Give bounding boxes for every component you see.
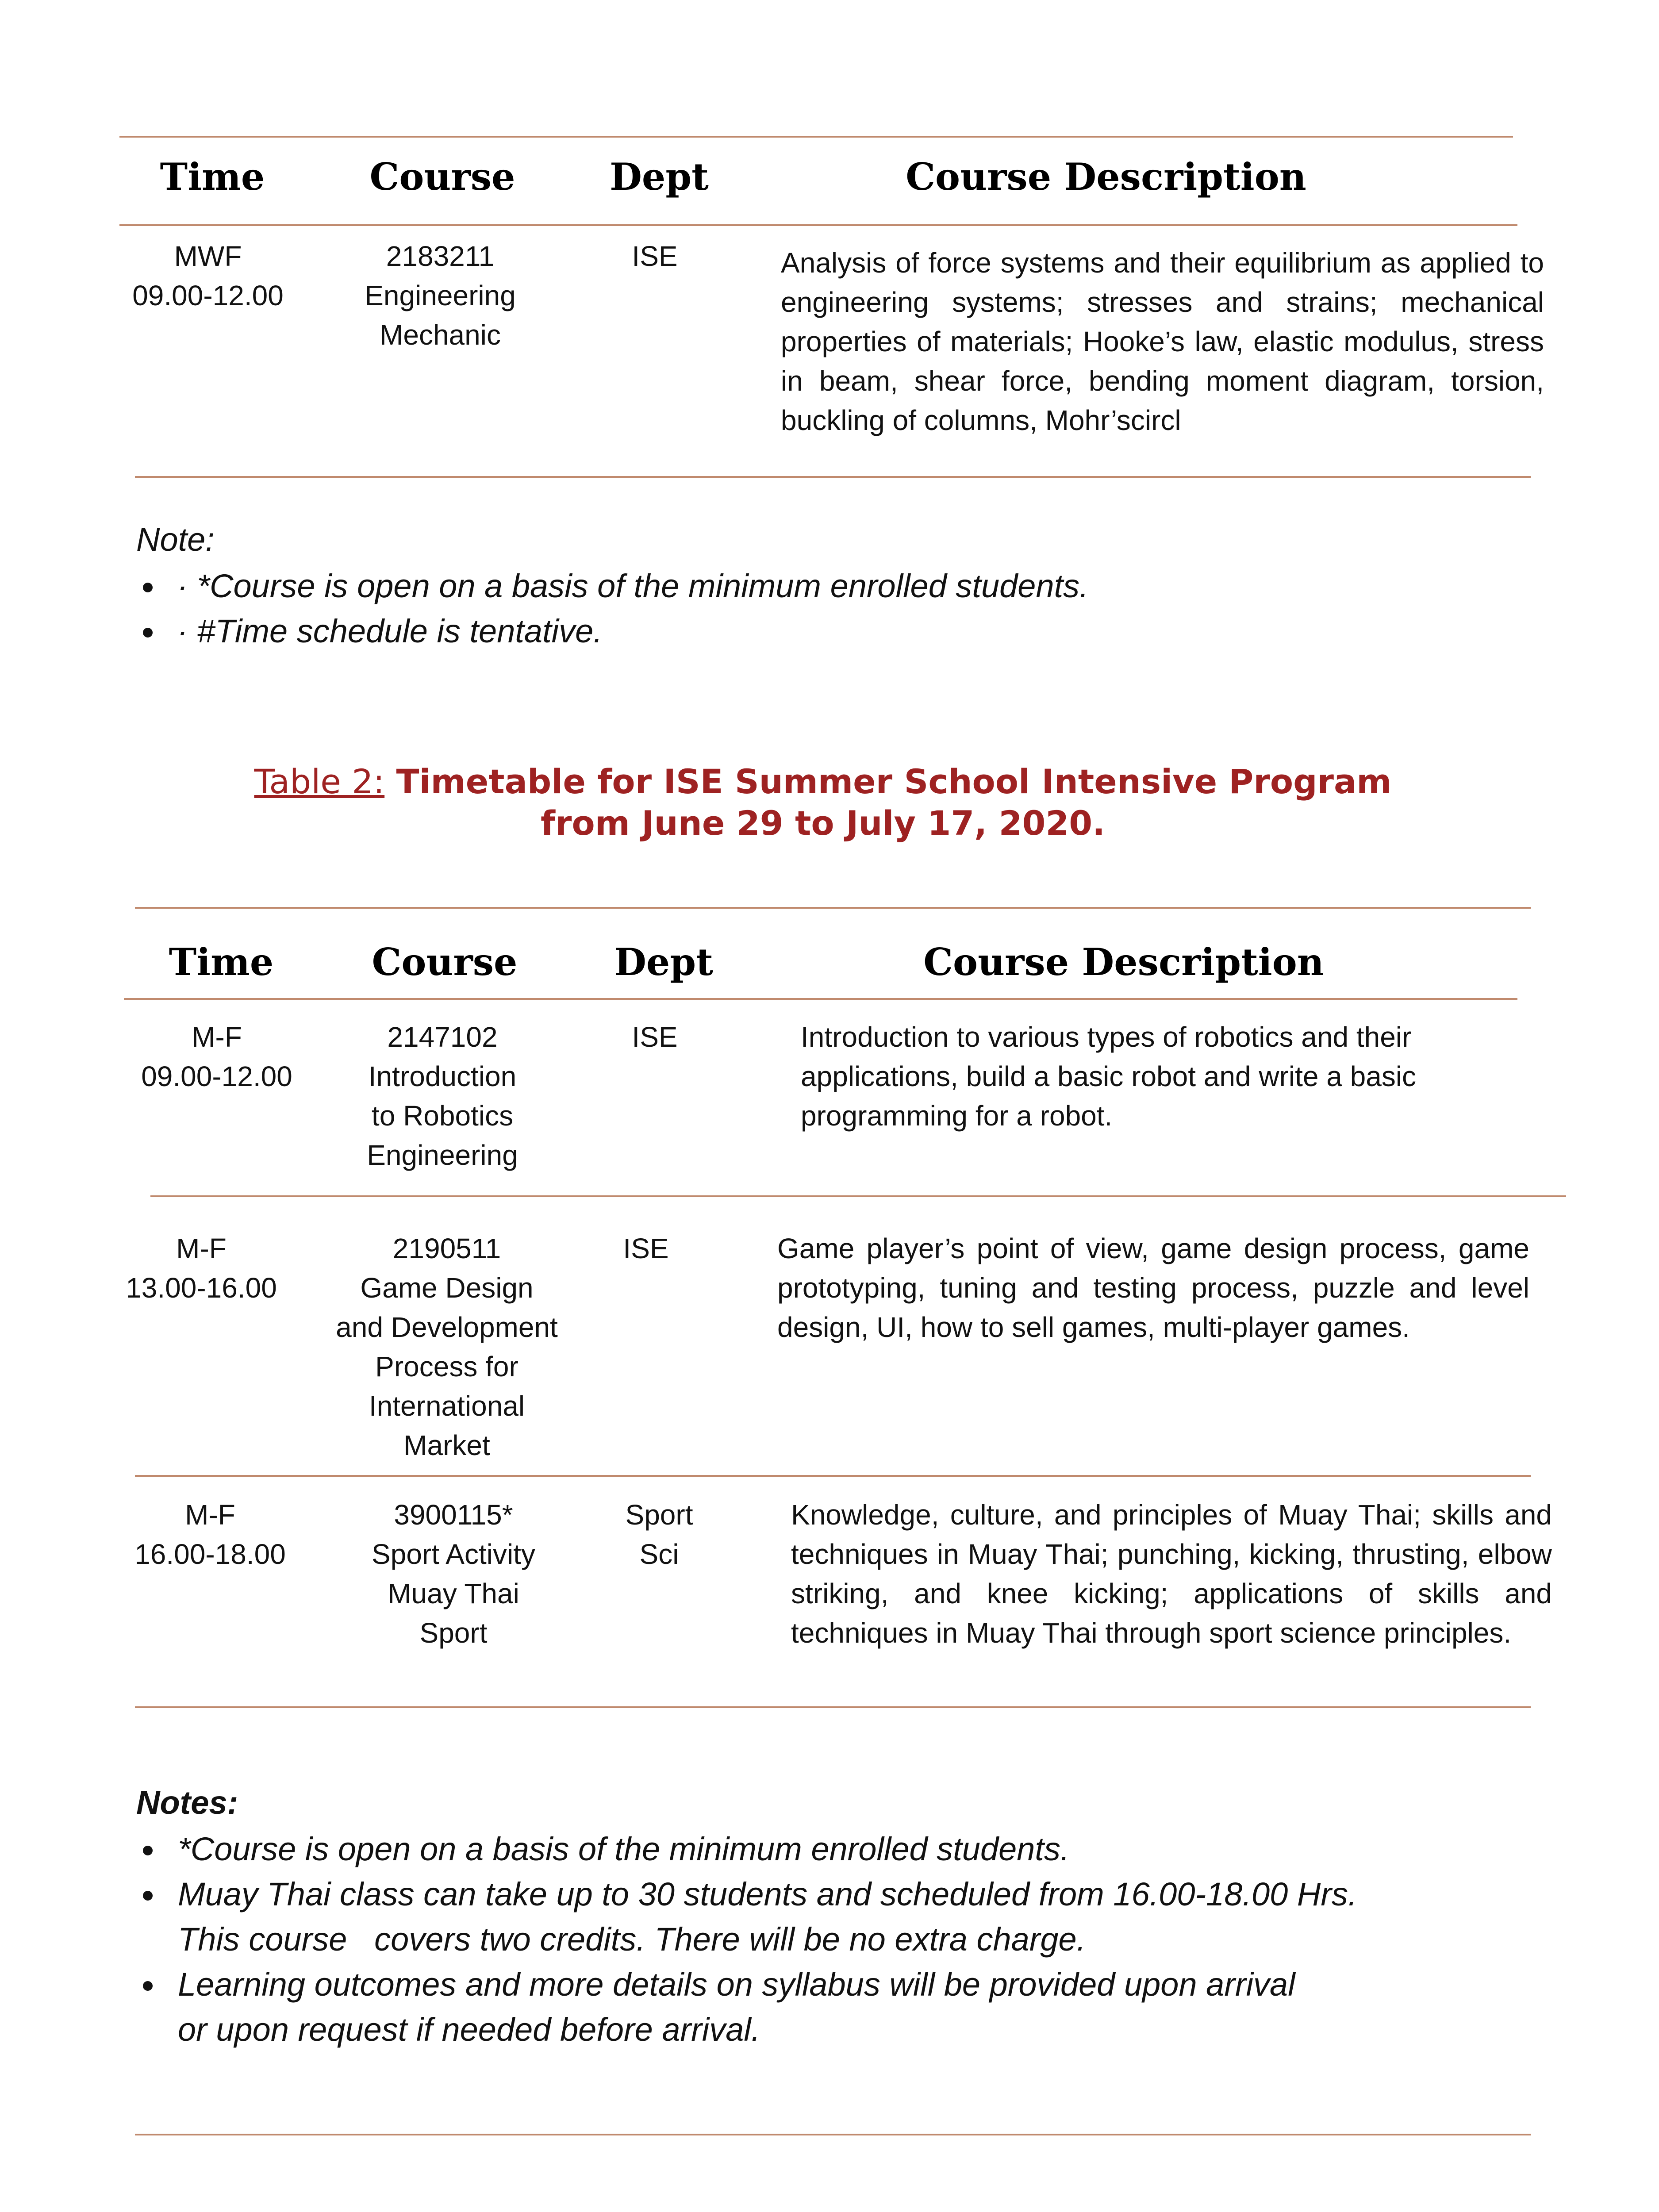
table2-header-course: Course xyxy=(372,940,518,984)
note-heading: Note: xyxy=(136,521,215,558)
course-name-line: and Development xyxy=(336,1311,558,1343)
course-code: 3900115* xyxy=(394,1499,513,1531)
time-hours: 09.00-12.00 xyxy=(141,1060,292,1092)
course-name-line: Sport xyxy=(419,1617,488,1649)
time-hours: 13.00-16.00 xyxy=(126,1272,277,1304)
time-cell xyxy=(119,237,296,315)
notes-item-continuation: or upon request if needed before arrival. xyxy=(178,2011,760,2048)
course-name-line: Sport Activity xyxy=(372,1538,535,1570)
note-item: · #Time schedule is tentative. xyxy=(177,613,603,649)
dept-cell xyxy=(584,1229,708,1268)
course-name-line: to Robotics xyxy=(371,1100,514,1132)
table2-header-rule xyxy=(124,998,1517,1000)
footer-rule xyxy=(135,2134,1531,2135)
notes-item: Learning outcomes and more details on syllabus will be provided upon arrival xyxy=(178,1966,1295,2003)
table2-title-line2: from June 29 to July 17, 2020. xyxy=(540,803,1106,843)
description-cell: Game player’s point of view, game design process, game prototyping, tuning and testing process, puzzle and level design, UI, how to sell games, multi-player games. xyxy=(777,1233,1529,1343)
time-cell xyxy=(122,1495,299,1574)
bullet-icon xyxy=(143,1891,153,1901)
notes-item-continuation: This course covers two credits. There will be no extra charge. xyxy=(178,1921,1086,1958)
course-name-line: International xyxy=(369,1390,525,1422)
time-days: M-F xyxy=(185,1499,235,1531)
course-name-line: Game Design xyxy=(360,1272,534,1304)
time-days: M-F xyxy=(176,1233,227,1264)
table1-bottom-rule xyxy=(135,476,1531,478)
description-line: programming for a robot. xyxy=(801,1100,1113,1132)
table1-header-time: Time xyxy=(160,155,265,199)
course-cell xyxy=(347,1018,538,1175)
dept-name: ISE xyxy=(632,1021,678,1053)
table2-title-label: Table 2: xyxy=(254,762,385,801)
table2-title xyxy=(133,761,1513,844)
description-line: applications, build a basic robot and write a basic xyxy=(801,1060,1417,1092)
course-name-line: Engineering xyxy=(367,1139,518,1171)
course-code: 2190511 xyxy=(392,1233,501,1264)
dept-cell xyxy=(593,237,717,276)
course-cell xyxy=(327,1229,566,1465)
table1-header-rule xyxy=(119,224,1517,226)
time-cell xyxy=(128,1018,305,1096)
course-name-line: Market xyxy=(403,1429,490,1461)
dept-name: ISE xyxy=(632,240,678,272)
description-cell: Analysis of force systems and their equilibrium as applied to engineering systems; stresses and strains; mechanical properties of materials; Hooke’s law, elastic modulus, stress in beam, shear force, bending moment diagram, torsion, buckling of columns, Mohr’scircl xyxy=(781,247,1544,436)
course-name-line: Mechanic xyxy=(380,319,501,351)
table1-header-dept: Dept xyxy=(610,155,709,199)
dept-name: Sci xyxy=(639,1538,679,1570)
table2-row-rule xyxy=(135,1475,1531,1477)
table2-row-rule xyxy=(150,1195,1566,1197)
time-days: M-F xyxy=(192,1021,242,1053)
dept-cell xyxy=(597,1495,721,1574)
dept-name: ISE xyxy=(623,1233,669,1264)
bullet-icon xyxy=(143,628,153,637)
course-code: 2147102 xyxy=(387,1021,498,1053)
bullet-icon xyxy=(143,1846,153,1855)
table2-title-line1 xyxy=(133,761,1513,803)
time-cell xyxy=(113,1229,290,1308)
note-item: · *Course is open on a basis of the minimum enrolled students. xyxy=(177,568,1089,604)
table2-title-text: Timetable for ISE Summer School Intensive Program xyxy=(384,762,1392,801)
bullet-icon xyxy=(143,1981,153,1991)
table1-header-course: Course xyxy=(369,155,515,199)
course-code: 2183211 xyxy=(386,240,495,272)
description-cell xyxy=(801,1018,1416,1136)
table2-header-dept: Dept xyxy=(614,940,713,984)
description-cell: Knowledge, culture, and principles of Muay Thai; skills and techniques in Muay Thai; punching, kicking, thrusting, elbow striking, and knee kicking; applications of skills and techniques in Muay Thai through sport science principles. xyxy=(791,1499,1552,1649)
time-hours: 09.00-12.00 xyxy=(132,280,284,311)
table2-header-description: Course Description xyxy=(923,940,1324,984)
table1-top-rule xyxy=(119,136,1513,138)
bullet-icon xyxy=(143,583,153,592)
table2-bottom-rule xyxy=(135,1706,1531,1708)
description-line: Introduction to various types of robotics and their xyxy=(801,1021,1412,1053)
table2-header-time: Time xyxy=(169,940,274,984)
course-name-line: Introduction xyxy=(368,1060,517,1092)
course-cell xyxy=(345,237,535,355)
course-name-line: Muay Thai xyxy=(388,1578,519,1609)
time-hours: 16.00-18.00 xyxy=(134,1538,286,1570)
dept-cell xyxy=(593,1018,717,1057)
dept-name: Sport xyxy=(625,1499,693,1531)
course-name-line: Process for xyxy=(375,1351,518,1382)
notes-heading: Notes: xyxy=(136,1784,238,1821)
notes-item: *Course is open on a basis of the minimum enrolled students. xyxy=(178,1831,1070,1867)
table1-header-description: Course Description xyxy=(906,155,1306,199)
notes-item: Muay Thai class can take up to 30 students and scheduled from 16.00-18.00 Hrs. xyxy=(178,1876,1357,1912)
time-days: MWF xyxy=(174,240,242,272)
course-cell xyxy=(349,1495,557,1653)
course-name-line: Engineering xyxy=(365,280,516,311)
table2-top-rule xyxy=(135,907,1531,909)
